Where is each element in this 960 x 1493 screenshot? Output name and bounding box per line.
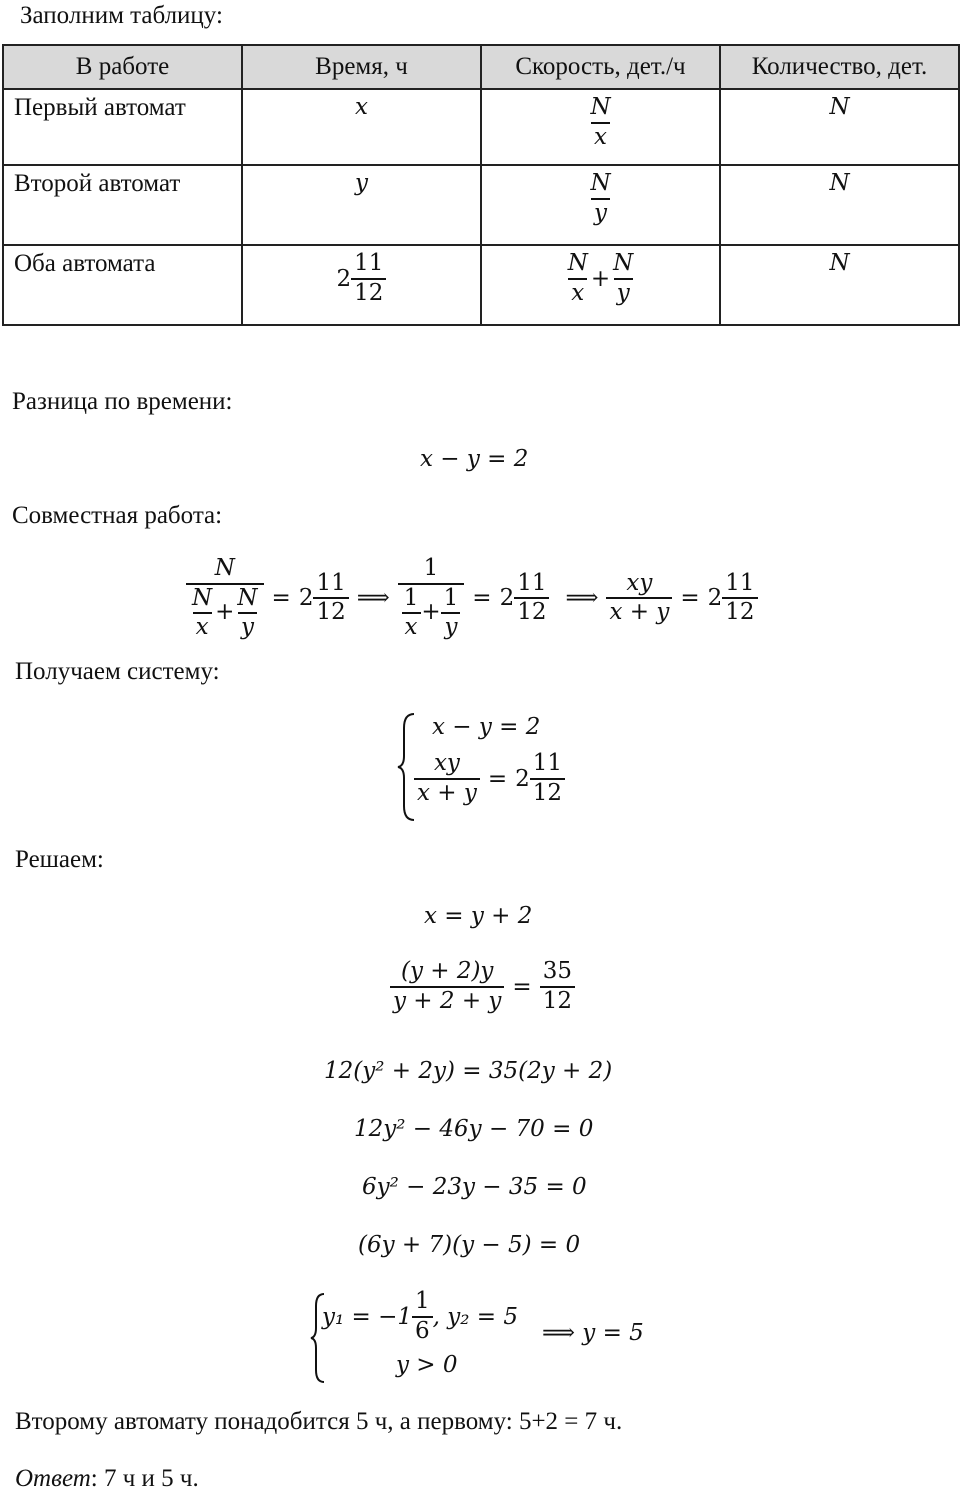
- quantity-value: N: [829, 94, 850, 120]
- time-value: y: [355, 170, 368, 196]
- answer-line: [15, 1465, 199, 1493]
- implies-arrow: ⟹: [565, 585, 599, 612]
- header-work: В работе: [3, 45, 242, 89]
- solve-step-4: 12y² − 46y − 70 = 0: [354, 1116, 594, 1142]
- table-header-row: [3, 45, 959, 89]
- implies-arrow: ⟹: [356, 585, 390, 612]
- section-solve: Решаем:: [15, 846, 104, 873]
- row-label: Первый автомат: [14, 94, 186, 121]
- system-line-2: $\frac{xy}{x + y}$ = 2 $\frac{11}{12}$: [414, 750, 565, 807]
- speed-fraction: $\frac{N}{y}$: [590, 170, 611, 226]
- equation-difference: x − y = 2: [420, 446, 529, 472]
- solve-step-3: 12(y² + 2y) = 35(2y + 2): [324, 1058, 613, 1084]
- joint-work-equation: N $\frac{N}{x}$ + $\frac{N}{y}$ = 2 $\frac{11}{12}$ ⟹ 1 $\frac{1}{x}$ + $\frac{1}{y}$ = 2 $\frac{11}{12}$ ⟹ $\frac{xy}{x + y}$ = 2 $\frac{11}{12}$: [186, 555, 758, 642]
- header-time: Время, ч: [242, 45, 481, 89]
- table-row: [3, 165, 959, 245]
- row-label: Второй автомат: [14, 170, 181, 197]
- work-table: [2, 44, 960, 326]
- solve-step-1: x = y + 2: [424, 903, 533, 929]
- conclusion-text: Второму автомату понадобится 5 ч, а первому: 5+2 = 7 ч.: [15, 1408, 623, 1435]
- row-label: Оба автомата: [14, 250, 156, 277]
- answer-value: : 7 ч и 5 ч.: [90, 1465, 199, 1492]
- roots-line: y₁ = −1 $\frac{1}{6}$ , y₂ = 5: [322, 1288, 519, 1344]
- solve-step-5: 6y² − 23y − 35 = 0: [362, 1174, 587, 1200]
- solve-step-6: (6y + 7)(y − 5) = 0: [358, 1232, 581, 1258]
- header-speed: Скорость, дет./ч: [481, 45, 720, 89]
- time-mixed-number: 2 $\frac{11}{12}$: [337, 250, 387, 307]
- quantity-value: N: [829, 170, 850, 196]
- intro-text: Заполним таблицу:: [20, 2, 223, 29]
- answer-label: Ответ: [15, 1465, 91, 1492]
- quantity-value: N: [829, 250, 850, 276]
- speed-fraction: $\frac{N}{x}$: [590, 94, 611, 150]
- roots-condition: y > 0: [396, 1352, 458, 1378]
- section-time-difference: Разница по времени:: [12, 388, 233, 415]
- time-value: x: [355, 94, 368, 120]
- solve-step-2: $\frac{(y + 2)y}{y + 2 + y}$ = $\frac{35}{12}$: [390, 958, 575, 1015]
- section-joint-work: Совместная работа:: [12, 502, 223, 529]
- combined-speed: $\frac{N}{x}$ + $\frac{N}{y}$: [567, 250, 634, 306]
- header-quantity: Количество, дет.: [720, 45, 959, 89]
- system-line-1: x − y = 2: [432, 714, 541, 740]
- section-system: Получаем систему:: [15, 658, 220, 685]
- table-row: [3, 245, 959, 325]
- roots-result: ⟹ y = 5: [542, 1320, 644, 1346]
- table-row: [3, 89, 959, 165]
